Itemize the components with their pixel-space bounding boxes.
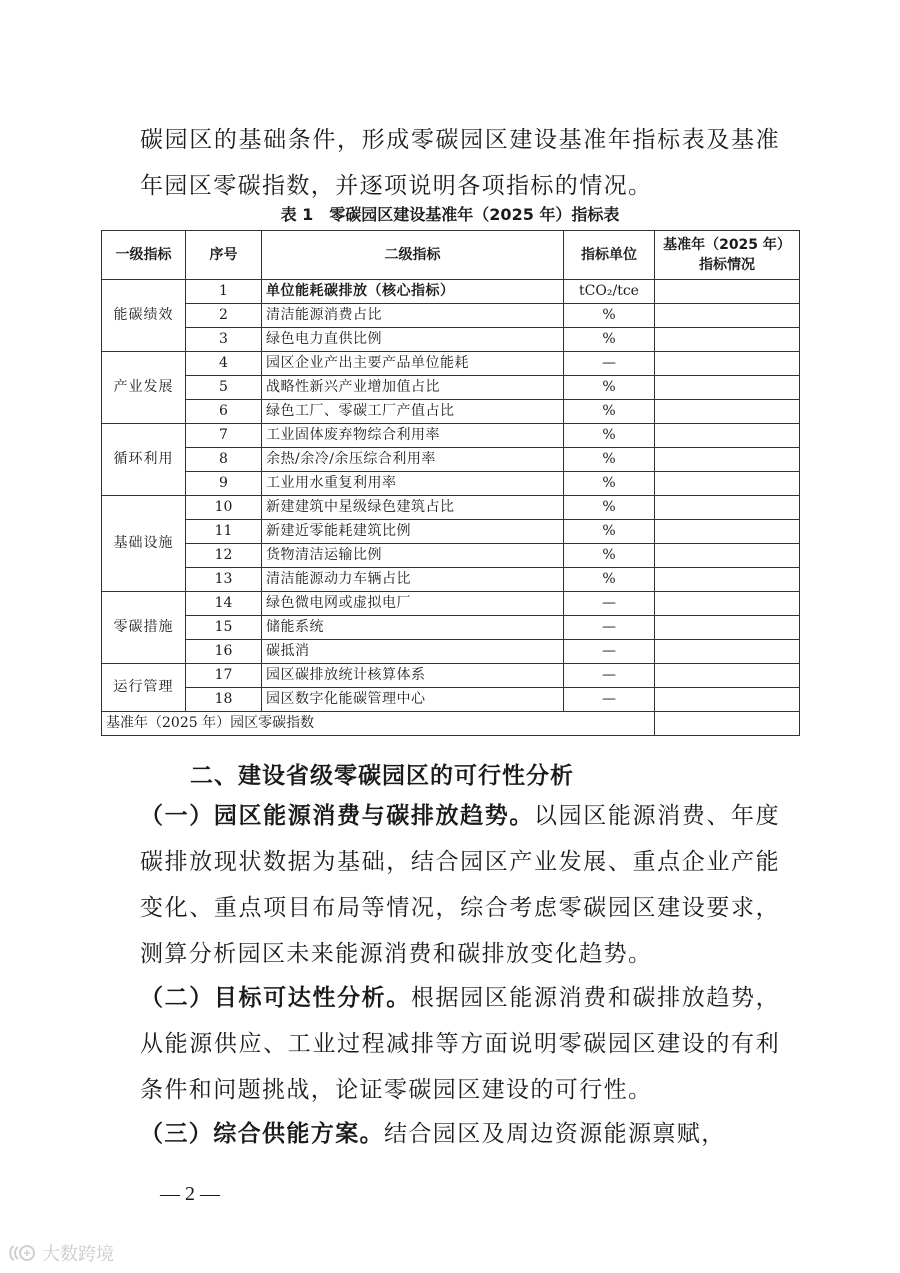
watermark xyxy=(8,1240,114,1266)
level1-indicator: 基础设施 xyxy=(102,496,186,592)
baseline-value xyxy=(655,424,800,448)
level2-indicator: 碳抵消 xyxy=(262,640,564,664)
header-level2: 二级指标 xyxy=(262,231,564,280)
row-number: 16 xyxy=(186,640,262,664)
table-row xyxy=(102,640,800,664)
table-row xyxy=(102,592,800,616)
baseline-value xyxy=(655,304,800,328)
section-paragraph-3 xyxy=(140,1111,780,1157)
zero-carbon-index-value xyxy=(655,712,800,736)
row-number: 11 xyxy=(186,520,262,544)
row-number: 3 xyxy=(186,328,262,352)
table-row xyxy=(102,520,800,544)
row-number: 9 xyxy=(186,472,262,496)
level2-indicator: 战略性新兴产业增加值占比 xyxy=(262,376,564,400)
indicator-unit: — xyxy=(564,640,655,664)
header-unit: 指标单位 xyxy=(564,231,655,280)
row-number: 12 xyxy=(186,544,262,568)
indicator-unit: % xyxy=(564,376,655,400)
table-row xyxy=(102,352,800,376)
table-row xyxy=(102,688,800,712)
indicator-unit: — xyxy=(564,616,655,640)
level1-indicator: 能碳绩效 xyxy=(102,280,186,352)
indicator-unit: % xyxy=(564,544,655,568)
row-number: 1 xyxy=(186,280,262,304)
level1-indicator: 运行管理 xyxy=(102,664,186,712)
table-row xyxy=(102,376,800,400)
header-seq: 序号 xyxy=(186,231,262,280)
table-header-row xyxy=(102,231,800,280)
paragraph-lead: （二）目标可达性分析。 xyxy=(140,984,411,1011)
level2-indicator: 储能系统 xyxy=(262,616,564,640)
indicator-unit: — xyxy=(564,352,655,376)
baseline-value xyxy=(655,664,800,688)
table-row xyxy=(102,664,800,688)
level2-indicator: 清洁能源动力车辆占比 xyxy=(262,568,564,592)
level2-indicator: 工业用水重复利用率 xyxy=(262,472,564,496)
table-row xyxy=(102,448,800,472)
level2-indicator: 园区数字化能碳管理中心 xyxy=(262,688,564,712)
indicator-unit: % xyxy=(564,424,655,448)
row-number: 14 xyxy=(186,592,262,616)
level1-indicator: 产业发展 xyxy=(102,352,186,424)
table-row xyxy=(102,328,800,352)
section-paragraph-1 xyxy=(140,793,780,977)
table-row xyxy=(102,400,800,424)
paragraph-body: 以园区能源消费、年度碳排放现状数据为基础，结合园区产业发展、重点企业产能变化、重点项目布局等情况，综合考虑零碳园区建设要求，测算分析园区未来能源消费和碳排放变化趋势。 xyxy=(140,803,780,967)
table-row xyxy=(102,304,800,328)
row-number: 6 xyxy=(186,400,262,424)
row-number: 17 xyxy=(186,664,262,688)
header-baseline: 基准年（2025 年）指标情况 xyxy=(655,231,800,280)
table-row xyxy=(102,496,800,520)
row-number: 7 xyxy=(186,424,262,448)
indicator-table xyxy=(101,230,800,736)
baseline-value xyxy=(655,544,800,568)
baseline-value xyxy=(655,496,800,520)
section-heading: 二、建设省级零碳园区的可行性分析 xyxy=(190,763,574,789)
row-number: 5 xyxy=(186,376,262,400)
indicator-unit: % xyxy=(564,304,655,328)
indicator-unit: % xyxy=(564,496,655,520)
baseline-value xyxy=(655,688,800,712)
table-row xyxy=(102,616,800,640)
level2-indicator: 单位能耗碳排放（核心指标） xyxy=(262,280,564,304)
watermark-text: 大数跨境 xyxy=(42,1244,114,1265)
indicator-unit: % xyxy=(564,568,655,592)
baseline-value xyxy=(655,400,800,424)
indicator-unit: % xyxy=(564,448,655,472)
level2-indicator: 园区碳排放统计核算体系 xyxy=(262,664,564,688)
intro-paragraph: 碳园区的基础条件，形成零碳园区建设基准年指标表及基准年园区零碳指数，并逐项说明各项指标的情况。 xyxy=(140,127,780,199)
indicator-unit: tCO₂/tce xyxy=(564,280,655,304)
indicator-unit: % xyxy=(564,328,655,352)
level2-indicator: 工业固体废弃物综合利用率 xyxy=(262,424,564,448)
level2-indicator: 货物清洁运输比例 xyxy=(262,544,564,568)
indicator-unit: — xyxy=(564,688,655,712)
level1-indicator: 零碳措施 xyxy=(102,592,186,664)
baseline-value xyxy=(655,640,800,664)
level2-indicator: 新建建筑中星级绿色建筑占比 xyxy=(262,496,564,520)
row-number: 2 xyxy=(186,304,262,328)
zero-carbon-index-label: 基准年（2025 年）园区零碳指数 xyxy=(102,712,655,736)
indicator-unit: — xyxy=(564,664,655,688)
section-paragraph-2 xyxy=(140,975,780,1113)
header-level1: 一级指标 xyxy=(102,231,186,280)
table-row xyxy=(102,472,800,496)
paragraph-body: 结合园区及周边资源能源禀赋， xyxy=(384,1121,726,1147)
indicator-unit: % xyxy=(564,472,655,496)
paragraph-lead: （一）园区能源消费与碳排放趋势。 xyxy=(140,802,534,829)
level2-indicator: 绿色工厂、零碳工厂产值占比 xyxy=(262,400,564,424)
row-number: 13 xyxy=(186,568,262,592)
baseline-value xyxy=(655,376,800,400)
page-number: — 2 — xyxy=(160,1183,220,1205)
baseline-value xyxy=(655,616,800,640)
row-number: 18 xyxy=(186,688,262,712)
baseline-value xyxy=(655,520,800,544)
baseline-value xyxy=(655,448,800,472)
baseline-value xyxy=(655,592,800,616)
table-row xyxy=(102,424,800,448)
baseline-value xyxy=(655,280,800,304)
level2-indicator: 新建近零能耗建筑比例 xyxy=(262,520,564,544)
row-number: 10 xyxy=(186,496,262,520)
level2-indicator: 清洁能源消费占比 xyxy=(262,304,564,328)
paragraph-lead: （三）综合供能方案。 xyxy=(140,1120,384,1147)
indicator-unit: % xyxy=(564,520,655,544)
row-number: 8 xyxy=(186,448,262,472)
table-caption: 表 1 零碳园区建设基准年（2025 年）指标表 xyxy=(280,205,620,224)
table-row xyxy=(102,568,800,592)
baseline-value xyxy=(655,352,800,376)
level2-indicator: 余热/余冷/余压综合利用率 xyxy=(262,448,564,472)
indicator-unit: % xyxy=(564,400,655,424)
baseline-value xyxy=(655,472,800,496)
level2-indicator: 绿色微电网或虚拟电厂 xyxy=(262,592,564,616)
baseline-value xyxy=(655,328,800,352)
level1-indicator: 循环利用 xyxy=(102,424,186,496)
table-row xyxy=(102,544,800,568)
level2-indicator: 园区企业产出主要产品单位能耗 xyxy=(262,352,564,376)
paragraph-body: 根据园区能源消费和碳排放趋势，从能源供应、工业过程减排等方面说明零碳园区建设的有利条件和问题挑战，论证零碳园区建设的可行性。 xyxy=(140,985,781,1103)
table-row xyxy=(102,280,800,304)
indicator-unit: — xyxy=(564,592,655,616)
brand-logo-icon xyxy=(8,1242,36,1264)
row-number: 15 xyxy=(186,616,262,640)
row-number: 4 xyxy=(186,352,262,376)
level2-indicator: 绿色电力直供比例 xyxy=(262,328,564,352)
baseline-value xyxy=(655,568,800,592)
table-footer-row xyxy=(102,712,800,736)
